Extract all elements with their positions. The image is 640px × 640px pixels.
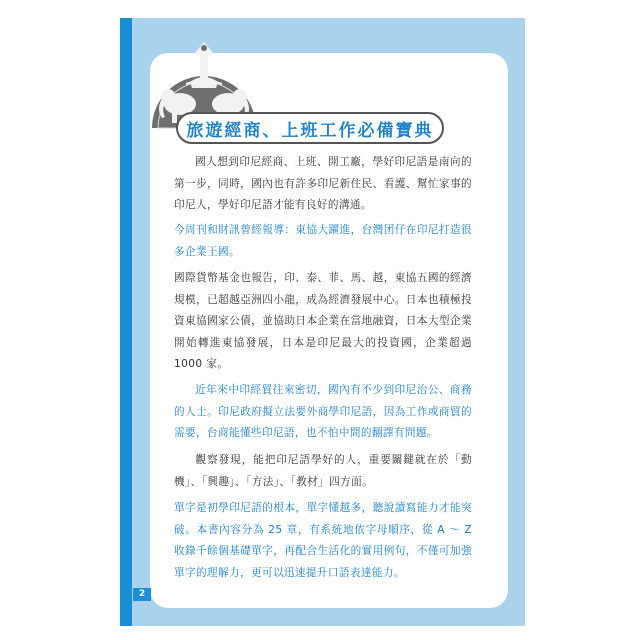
paragraph-imf: 國際貨幣基金也報告，印、泰、菲、馬、越，東協五國的經濟規模，已超越亞洲四小龍，成為經濟發展中心。日本也積極投資東協國家公債，並協助日本企業在當地融資，日本大型企業開始轉進東協發展，日本是印尼最大的投資國，企業超過 1000 家。: [174, 272, 472, 370]
paragraph-observation: 觀察發現，能把印尼語學好的人，重要關鍵就在於「動機」、「興趣」、「方法」、「教材」四方面。: [174, 454, 472, 488]
page-spine: [120, 18, 132, 626]
paragraph-trade: 近年來中印經貿往來密切，國內有不少到印尼治公、商務的人士。印尼政府擬立法要外商學印尼語，因為工作或商貿的需要，台商能懂些印尼語，也不怕中間的翻譯有問題。: [174, 384, 472, 439]
page-number: 2: [133, 588, 151, 601]
page-title: 旅遊經商、上班工作必備寶典: [176, 112, 444, 144]
paragraph-intro: 國人想到印尼經商、上班、開工廠，學好印尼語是南向的第一步，同時，國內也有許多印尼新住民、看護、幫忙家事的印尼人，學好印尼語才能有良好的溝通。: [174, 156, 472, 211]
paragraph-report: 今周刊和財訊曾經報導：東協大躍進，台灣团仔在印尼打造很多企業王國。: [174, 224, 472, 258]
paragraph-vocabulary: 單字是初學印尼語的根本，單字懂越多，聽說讀寫能力才能突破。本書內容分為 25 章，有系統地依字母順序，從 A ～ Z 收錄千餘個基礎單字，再配合生活化的實用例句，不僅可加強單字的理解力，更可以迅速提升口語表達能力。: [174, 502, 472, 579]
